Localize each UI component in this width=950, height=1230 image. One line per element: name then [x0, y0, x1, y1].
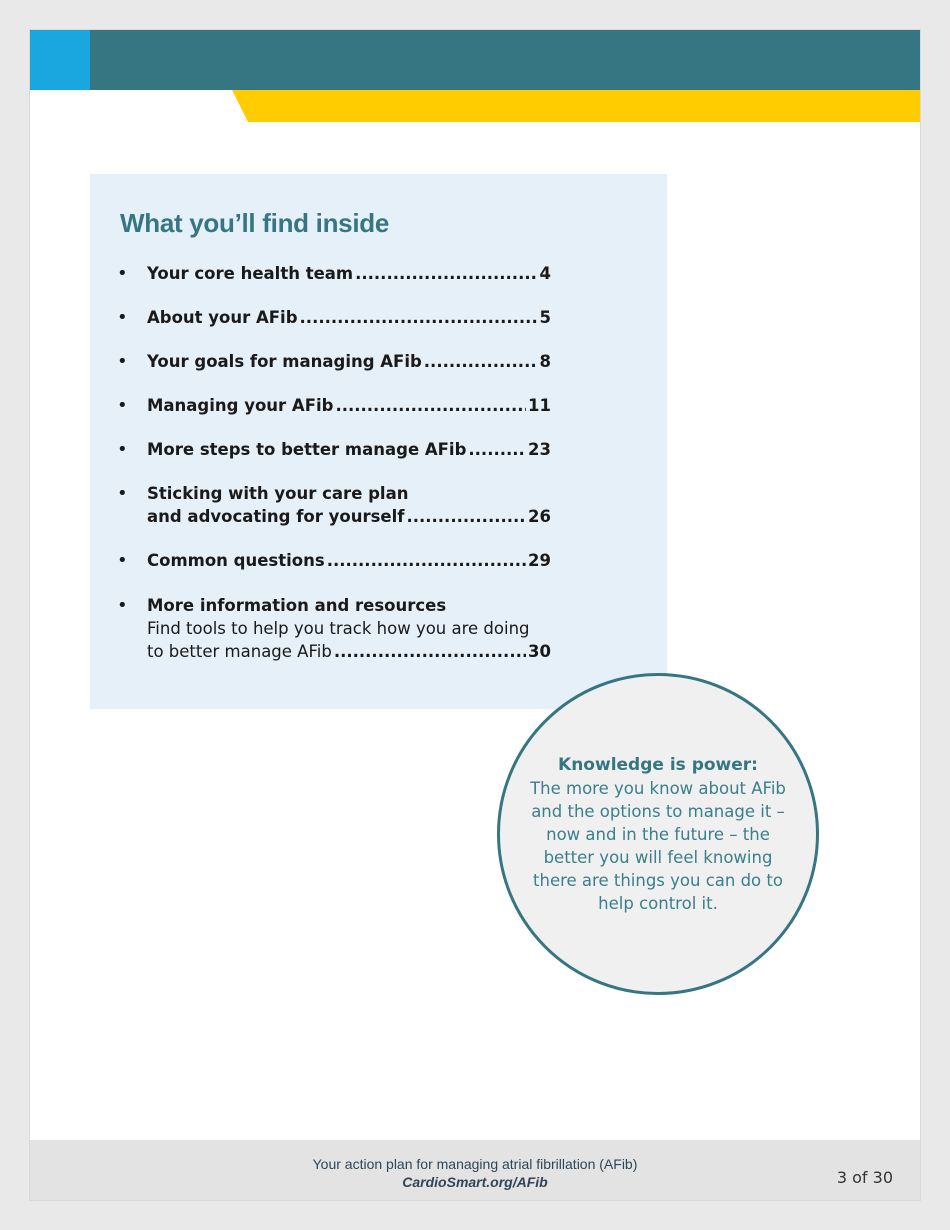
- toc-item-label-line1: • More information and resources: [147, 596, 447, 615]
- table-of-contents: [90, 174, 667, 709]
- toc-item-label: • Common questions: [147, 551, 325, 570]
- toc-item-label: • About your AFib: [147, 308, 298, 327]
- toc-item-description: Find tools to help you track how you are doing: [147, 619, 530, 638]
- header-yellow-band: [232, 90, 920, 122]
- toc-item-about-afib[interactable]: [147, 306, 551, 329]
- toc-item-common-questions[interactable]: [147, 549, 551, 572]
- header-cyan-block: [30, 30, 90, 90]
- toc-item-resources[interactable]: [147, 594, 551, 663]
- toc-item-managing-afib[interactable]: [147, 394, 551, 417]
- toc-title: What you’ll find inside: [120, 208, 389, 238]
- footer-title: Your action plan for managing atrial fibrillation (AFib): [312, 1156, 638, 1172]
- toc-item-page: 23: [528, 440, 551, 459]
- toc-item-care-plan[interactable]: [147, 482, 551, 528]
- callout-heading: Knowledge is power:: [558, 755, 758, 775]
- toc-item-page: 29: [528, 551, 551, 570]
- toc-item-goals[interactable]: [147, 350, 551, 373]
- toc-item-more-steps[interactable]: [147, 438, 551, 461]
- toc-item-description-end: to better manage AFib: [147, 642, 332, 661]
- footer-link[interactable]: CardioSmart.org/AFib: [402, 1174, 548, 1190]
- toc-item-label: • Managing your AFib: [147, 396, 334, 415]
- toc-item-label: • Your goals for managing AFib: [147, 352, 422, 371]
- toc-item-label: • Your core health team: [147, 264, 354, 283]
- toc-item-label-line1: • Sticking with your care plan: [147, 484, 409, 503]
- toc-item-page: 11: [528, 396, 551, 415]
- toc-list: [147, 262, 551, 663]
- document-page: [30, 30, 920, 1200]
- page-footer: [30, 1140, 920, 1200]
- toc-item-page: 5: [539, 308, 551, 327]
- toc-item-page: 30: [528, 642, 551, 661]
- toc-item-core-health-team[interactable]: [147, 262, 551, 285]
- toc-item-page: 8: [539, 352, 551, 371]
- header-teal-bar: [90, 30, 920, 90]
- callout-body: The more you know about AFib and the options to manage it – now and in the future – the better you will feel knowing there are things you can do to help control it.: [530, 779, 786, 913]
- knowledge-callout-circle: [497, 673, 819, 995]
- toc-item-page: 4: [539, 264, 551, 283]
- page-number: 3 of 30: [836, 1168, 893, 1187]
- toc-item-label: • More steps to better manage AFib: [147, 440, 467, 459]
- toc-item-page: 26: [528, 507, 551, 526]
- toc-item-label: and advocating for yourself: [147, 507, 405, 526]
